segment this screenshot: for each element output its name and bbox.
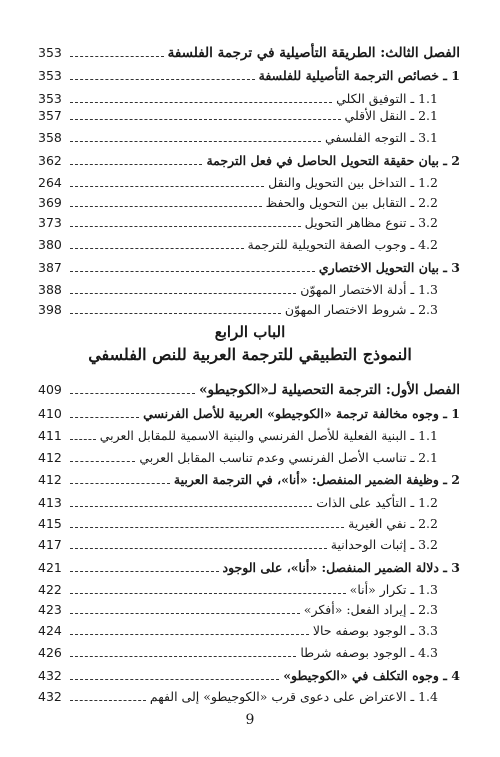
toc-entry — [38, 277, 460, 299]
page-number: 9 — [245, 712, 255, 728]
dotted-leader — [70, 79, 255, 80]
dotted-leader — [70, 506, 312, 507]
toc-entry-page: 373 — [38, 215, 62, 230]
dotted-leader — [70, 164, 202, 165]
toc-entry-title: الفصل الأول: الترجمة التحصيلية لـ«الكوجيطو» — [195, 381, 460, 399]
toc-entry-title: 1 ـ خصائص الترجمة التأصيلية للفلسفة — [255, 67, 460, 85]
dotted-leader — [70, 313, 281, 314]
dotted-leader — [70, 206, 262, 207]
part-title: الباب الرابع — [214, 323, 286, 341]
dotted-leader — [70, 700, 146, 701]
dotted-leader — [70, 679, 279, 680]
toc-entry-page: 369 — [38, 195, 62, 210]
toc-entry — [38, 40, 460, 62]
toc-entry-page: 412 — [38, 472, 62, 487]
toc-entry-page: 362 — [38, 153, 62, 168]
toc-entry-page: 415 — [38, 516, 62, 531]
dotted-leader — [70, 248, 244, 249]
toc-entry — [38, 467, 460, 489]
toc-entry-page: 421 — [38, 560, 62, 575]
toc-entry — [38, 597, 460, 619]
toc-entry-title: 2.1 ـ تناسب الأصل الفرنسي وعدم تناسب المقابل العربي — [135, 449, 460, 467]
dotted-leader — [70, 56, 164, 57]
toc-entry-title: 3.1 ـ التوجه الفلسفي — [321, 129, 460, 147]
toc-entry-title: 1.3 ـ تكرار «أنا» — [346, 581, 460, 599]
toc-entry — [38, 663, 460, 685]
toc-entry-title: 1.4 ـ الاعتراض على دعوى قرب «الكوجيطو» إلى الفهم — [146, 688, 460, 706]
toc-entry-page: 432 — [38, 668, 62, 683]
dotted-leader — [70, 483, 170, 484]
toc-entry-title: 4.2 ـ وجوب الصفة التحويلية للترجمة — [244, 236, 461, 254]
dotted-leader — [70, 293, 296, 294]
toc-entry-title: 2.1 ـ النقل الأقلي — [341, 107, 460, 125]
toc-entry-page: 422 — [38, 582, 62, 597]
toc-entry-title: 2 ـ وظيفة الضمير المنفصل: «أنا»، في الترجمة العربية — [170, 471, 460, 489]
toc-entry-title: 3.2 ـ تنوع مظاهر التحويل — [301, 214, 460, 232]
dotted-leader — [70, 226, 301, 227]
toc-entry — [38, 555, 460, 577]
toc-entry-page: 424 — [38, 623, 62, 638]
toc-entry — [38, 125, 460, 147]
toc-entry-page: 398 — [38, 302, 62, 317]
dotted-leader — [70, 656, 296, 657]
toc-entry-title: 1.2 ـ التداخل بين التحويل والنقل — [264, 174, 460, 192]
dotted-leader — [70, 417, 139, 418]
dotted-leader — [70, 439, 96, 440]
toc-entry-page: 411 — [38, 428, 62, 443]
toc-entry-page: 432 — [38, 689, 62, 704]
dotted-leader — [70, 593, 346, 594]
toc-entry-title: 2.3 ـ شروط الاختصار المهوّن — [281, 301, 460, 319]
toc-entry-page: 410 — [38, 406, 62, 421]
toc-entry-title: الفصل الثالث: الطريقة التأصيلية في ترجمة الفلسفة — [164, 44, 460, 62]
toc-entry-title: 3 ـ بيان التحويل الاختصاري — [315, 259, 460, 277]
toc-entry-page: 426 — [38, 645, 62, 660]
toc-entry-title: 1.3 ـ أدلة الاختصار المهوّن — [296, 281, 460, 299]
toc-entry — [38, 640, 460, 662]
toc-entry-title: 4.3 ـ الوجود بوصفه شرطا — [296, 644, 460, 662]
toc-entry-title: 2.2 ـ التقابل بين التحويل والحفظ — [262, 194, 460, 212]
toc-entry — [38, 63, 460, 85]
dotted-leader — [70, 527, 344, 528]
dotted-leader — [70, 119, 341, 120]
toc-entry-title: 1.1 ـ التوفيق الكلي — [332, 90, 460, 108]
toc-entry — [38, 377, 460, 399]
toc-entry-page: 417 — [38, 537, 62, 552]
dotted-leader — [70, 613, 300, 614]
toc-entry — [38, 170, 460, 192]
toc-entry-page: 353 — [38, 91, 62, 106]
toc-entry — [38, 232, 460, 254]
toc-entry-title: 3.3 ـ الوجود بوصفه حالا — [309, 622, 460, 640]
toc-entry — [38, 445, 460, 467]
toc-entry — [38, 423, 460, 445]
toc-entry-title: 2.2 ـ نفي الغيرية — [344, 515, 460, 533]
toc-entry — [38, 148, 460, 170]
toc-entry-page: 264 — [38, 175, 62, 190]
toc-entry-title: 2 ـ بيان حقيقة التحويل الحاصل في فعل الترجمة — [202, 152, 460, 170]
toc-entry-page: 387 — [38, 260, 62, 275]
toc-entry-title: 1.2 ـ التأكيد على الذات — [312, 494, 460, 512]
toc-entry-page: 358 — [38, 130, 62, 145]
toc-entry-title: 1.1 ـ البنية الفعلية للأصل الفرنسي والبنية الاسمية للمقابل العربي — [96, 427, 460, 445]
toc-entry-page: 357 — [38, 108, 62, 123]
toc-entry-title: 2.3 ـ إيراد الفعل: «أفكر» — [300, 601, 460, 619]
dotted-leader — [70, 271, 315, 272]
dotted-leader — [70, 141, 321, 142]
toc-entry-page: 409 — [38, 382, 62, 397]
toc-entry-page: 353 — [38, 45, 62, 60]
toc-entry — [38, 103, 460, 125]
toc-entry-page: 423 — [38, 602, 62, 617]
dotted-leader — [70, 548, 327, 549]
dotted-leader — [70, 634, 309, 635]
toc-entry — [38, 490, 460, 512]
toc-entry — [38, 190, 460, 212]
dotted-leader — [70, 571, 219, 572]
toc-entry — [38, 577, 460, 599]
toc-entry — [38, 401, 460, 423]
toc-entry — [38, 511, 460, 533]
toc-entry-page: 380 — [38, 237, 62, 252]
dotted-leader — [70, 461, 135, 462]
toc-entry — [38, 684, 460, 706]
toc-entry — [38, 210, 460, 232]
toc-entry — [38, 618, 460, 640]
toc-entry-title: 3 ـ دلالة الضمير المنفصل: «أنا»، على الوجود — [219, 559, 461, 577]
toc-entry-page: 413 — [38, 495, 62, 510]
part-subtitle: النموذج التطبيقي للترجمة العربية للنص الفلسفي — [88, 345, 412, 364]
toc-entry-page: 388 — [38, 282, 62, 297]
toc-entry — [38, 255, 460, 277]
dotted-leader — [70, 393, 195, 394]
toc-entry-title: 4 ـ وجوه التكلف في «الكوجيطو» — [279, 667, 460, 685]
toc-entry-page: 412 — [38, 450, 62, 465]
toc-entry — [38, 532, 460, 554]
toc-entry-title: 3.2 ـ إثبات الوحدانية — [327, 536, 460, 554]
toc-entry-page: 353 — [38, 68, 62, 83]
toc-entry — [38, 297, 460, 319]
toc-entry-title: 1 ـ وجوه مخالفة ترجمة «الكوجيطو» العربية للأصل الفرنسي — [139, 405, 460, 423]
dotted-leader — [70, 186, 264, 187]
